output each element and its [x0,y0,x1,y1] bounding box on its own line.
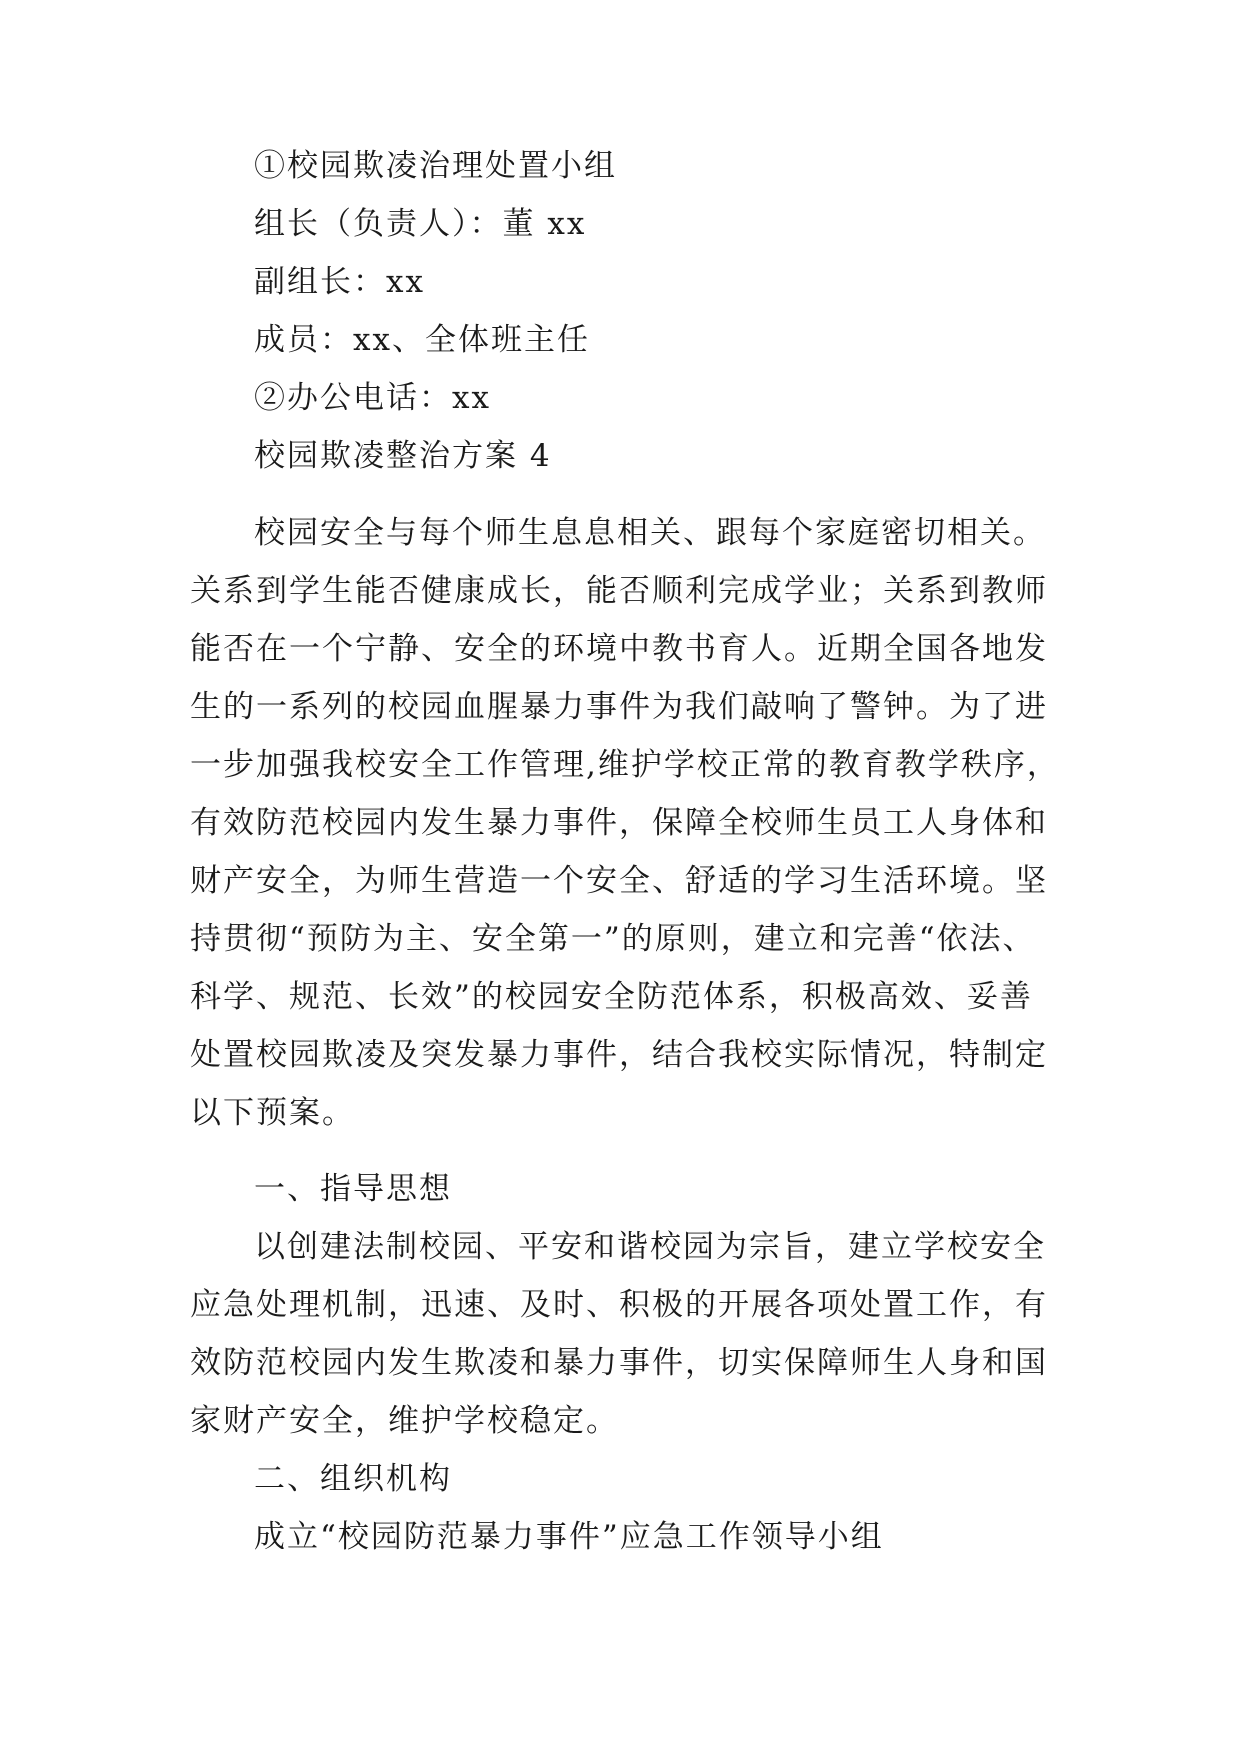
deputy-leader: 副组长：xx [254,264,425,300]
list-block [190,137,1060,485]
paragraph-line: 成立“校园防范暴力事件”应急工作领导小组 [254,1519,884,1555]
paragraph-line: 以创建法制校园、平安和谐校园为宗旨，建立学校安全 [254,1229,1046,1265]
section-organization [190,1450,1060,1566]
office-phone: ②办公电话：xx [254,380,491,416]
section-heading: 二、组织机构 [254,1461,452,1497]
group-leader: 组长（负责人）：董 xx [254,206,587,242]
paragraph-line: 处置校园欺凌及突发暴力事件，结合我校实际情况，特制定 [190,1037,1048,1073]
paragraph-line: 能否在一个宁静、安全的环境中教书育人。近期全国各地发 [190,631,1048,667]
paragraph-line: 应急处理机制，迅速、及时、积极的开展各项处置工作，有 [190,1287,1048,1323]
plan-title: 校园欺凌整治方案 4 [254,438,552,474]
paragraph-line: 校园安全与每个师生息息相关、跟每个家庭密切相关。 [254,515,1046,551]
paragraph-line: 持贯彻“预防为主、安全第一”的原则，建立和完善“依法、 [190,921,1036,957]
paragraph-line: 关系到学生能否健康成长，能否顺利完成学业；关系到教师 [190,573,1048,609]
paragraph-line: 科学、规范、长效”的校园安全防范体系，积极高效、妥善 [190,979,1033,1015]
section-heading: 一、指导思想 [254,1171,452,1207]
paragraph-line: 以下预案。 [190,1095,355,1131]
intro-paragraph [190,504,1060,1142]
paragraph-line: 有效防范校园内发生暴力事件，保障全校师生员工人身体和 [190,805,1048,841]
paragraph-line: 财产安全，为师生营造一个安全、舒适的学习生活环境。坚 [190,863,1048,899]
section-guiding-ideology [190,1160,1060,1450]
paragraph-line: 效防范校园内发生欺凌和暴力事件，切实保障师生人身和国 [190,1345,1048,1381]
paragraph-line: 家财产安全，维护学校稳定。 [190,1403,619,1439]
paragraph-line: 一步加强我校安全工作管理,维护学校正常的教育教学秩序， [190,747,1060,783]
paragraph-line: 生的一系列的校园血腥暴力事件为我们敲响了警钟。为了进 [190,689,1048,725]
group-title: ①校园欺凌治理处置小组 [254,148,617,184]
members: 成员：xx、全体班主任 [254,322,590,358]
